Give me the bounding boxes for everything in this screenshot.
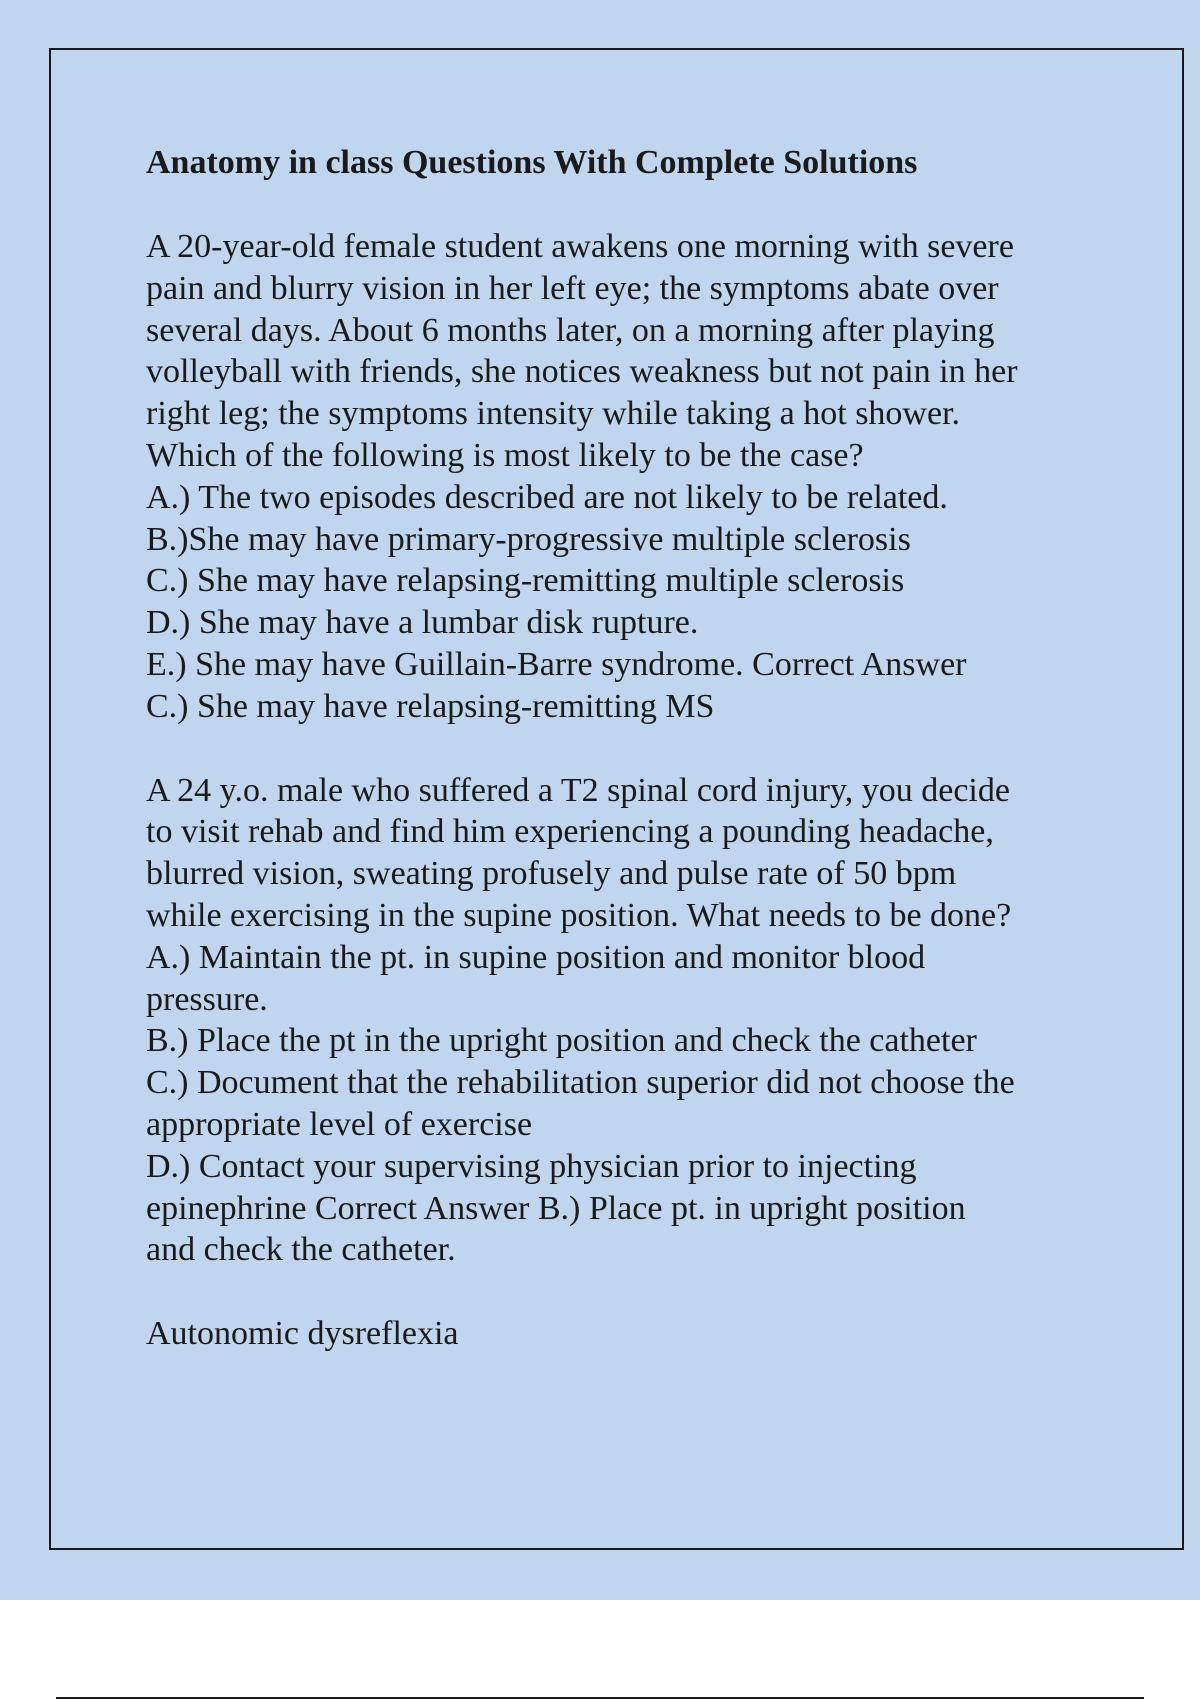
question-2-option-d: D.) Contact your supervising physician prior to injecting: [146, 1147, 917, 1185]
question-2-option-a-cont: pressure.: [146, 980, 268, 1018]
document-title: Anatomy in class Questions With Complete Solutions: [146, 144, 918, 181]
question-2-answer: epinephrine Correct Answer B.) Place pt. in upright position: [146, 1189, 966, 1227]
question-1-option-c: C.) She may have relapsing-remitting multiple sclerosis: [146, 562, 905, 600]
question-1-answer: C.) She may have relapsing-remitting MS: [146, 687, 715, 725]
question-2-option-c-cont: appropriate level of exercise: [146, 1105, 533, 1143]
question-2-line: while exercising in the supine position. What needs to be done?: [146, 896, 1012, 934]
footer-divider: [56, 1697, 1144, 1699]
question-2-line: A 24 y.o. male who suffered a T2 spinal cord injury, you decide: [146, 771, 1010, 809]
question-2-option-c: C.) Document that the rehabilitation superior did not choose the: [146, 1064, 1015, 1102]
note: Autonomic dysreflexia: [146, 1315, 459, 1353]
question-1-option-d: D.) She may have a lumbar disk rupture.: [146, 604, 699, 642]
question-1-line: several days. About 6 months later, on a morning after playing: [146, 311, 995, 349]
question-2-option-b: B.) Place the pt in the upright position and check the catheter: [146, 1022, 977, 1060]
question-1-line: volleyball with friends, she notices weakness but not pain in her: [146, 353, 1018, 391]
question-1-line: right leg; the symptoms intensity while taking a hot shower.: [146, 395, 961, 433]
question-1-option-e: E.) She may have Guillain-Barre syndrome. Correct Answer: [146, 645, 967, 683]
question-1-option-a: A.) The two episodes described are not likely to be related.: [146, 478, 948, 516]
question-2-line: blurred vision, sweating profusely and pulse rate of 50 bpm: [146, 855, 957, 893]
question-1-option-b: B.)She may have primary-progressive multiple sclerosis: [146, 520, 911, 558]
question-2-answer-cont: and check the catheter.: [146, 1231, 456, 1269]
question-2: [146, 770, 1106, 1272]
question-2-line: to visit rehab and find him experiencing a pounding headache,: [146, 813, 994, 851]
question-1: [146, 226, 1106, 728]
document-content: [146, 142, 1106, 1397]
question-1-line: pain and blurry vision in her left eye; the symptoms abate over: [146, 269, 999, 307]
question-1-line: Which of the following is most likely to be the case?: [146, 436, 864, 474]
question-2-option-a: A.) Maintain the pt. in supine position and monitor blood: [146, 938, 926, 976]
question-1-line: A 20-year-old female student awakens one morning with severe: [146, 228, 1014, 265]
